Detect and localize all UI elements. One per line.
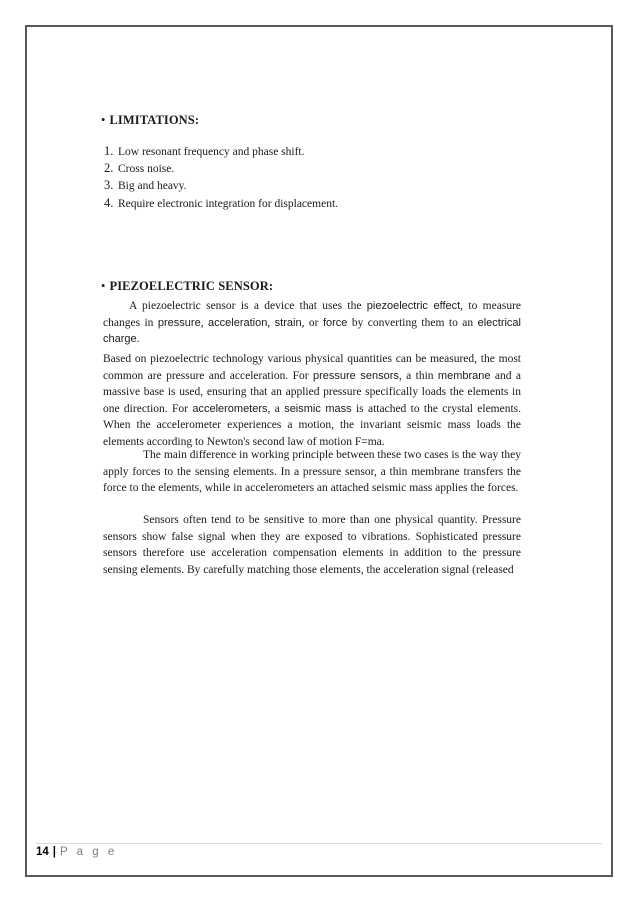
list-item-number: 1. bbox=[104, 144, 114, 158]
list-item-number: 2. bbox=[104, 161, 114, 176]
page-number: 14 bbox=[36, 846, 49, 858]
limitations-list bbox=[104, 143, 338, 212]
link-pressure[interactable]: pressure bbox=[157, 316, 201, 329]
list-item bbox=[104, 143, 338, 160]
bullet-icon: • bbox=[101, 279, 106, 293]
list-item bbox=[104, 195, 338, 212]
piezo-heading-text: PIEZOELECTRIC SENSOR: bbox=[109, 279, 274, 293]
page-label: P a g e bbox=[60, 846, 118, 858]
link-pressure-sensors[interactable]: pressure sensors bbox=[312, 369, 399, 382]
piezo-heading bbox=[101, 279, 273, 294]
footer-separator: | bbox=[52, 846, 57, 858]
list-item bbox=[104, 177, 338, 194]
link-force[interactable]: force bbox=[322, 316, 348, 329]
paragraph-4: Sensors often tend to be sensitive to more than one physical quantity. Pressure sensors show false signal when they are exposed to vibrations. Sophisticated pressure sensors therefore use acceleration compensation elements in addition to the pressure sensing elements. By carefully matching those elements, the acceleration signal (released bbox=[103, 514, 521, 576]
paragraph-3: The main difference in working principle between these two cases is the way they apply forces to the sensing elements. In a pressure sensor, a thin membrane transfers the force to the elements, while in accelerometers an attached seismic mass applies the forces. bbox=[103, 449, 521, 495]
link-electrical-charge[interactable]: electrical charge bbox=[103, 316, 521, 346]
limitations-heading-text: LIMITATIONS: bbox=[109, 113, 200, 127]
paragraph-1: A piezoelectric sensor is a device that uses the piezoelectric effect, to measure changes in pressure, acceleration, strain, or force by converting them to an electrical charge. bbox=[103, 300, 521, 346]
paragraph-2: Based on piezoelectric technology various physical quantities can be measured, the most common are pressure and acceleration. For pressure sensors, a thin membrane and a massive base is used, ensuring that an applied pressure specifically loads the elements in one direction. For accelerometers, a seismic mass is attached to the crystal elements. When the accelerometer experiences a motion, the invariant seismic mass loads the elements according to Newton's second law of motion F=ma. bbox=[103, 353, 522, 448]
list-item-text: Big and heavy. bbox=[118, 180, 187, 193]
limitations-heading bbox=[101, 113, 199, 128]
footer-divider bbox=[36, 843, 602, 844]
page-footer bbox=[36, 846, 117, 858]
link-membrane[interactable]: membrane bbox=[437, 369, 491, 382]
link-seismic-mass[interactable]: seismic mass bbox=[284, 402, 352, 415]
link-piezoelectric-effect[interactable]: piezoelectric effect bbox=[366, 300, 461, 312]
list-item-text: Cross noise. bbox=[118, 163, 175, 176]
list-item bbox=[104, 160, 338, 177]
list-item-text: Low resonant frequency and phase shift. bbox=[118, 146, 305, 158]
list-item-text: Require electronic integration for displacement. bbox=[118, 197, 339, 210]
list-item-number: 3. bbox=[104, 178, 114, 193]
bullet-icon: • bbox=[101, 113, 106, 127]
link-acceleration[interactable]: acceleration bbox=[208, 316, 268, 329]
list-item-number: 4. bbox=[104, 195, 114, 210]
link-accelerometers[interactable]: accelerometers bbox=[192, 402, 268, 415]
link-strain[interactable]: strain bbox=[274, 316, 302, 329]
